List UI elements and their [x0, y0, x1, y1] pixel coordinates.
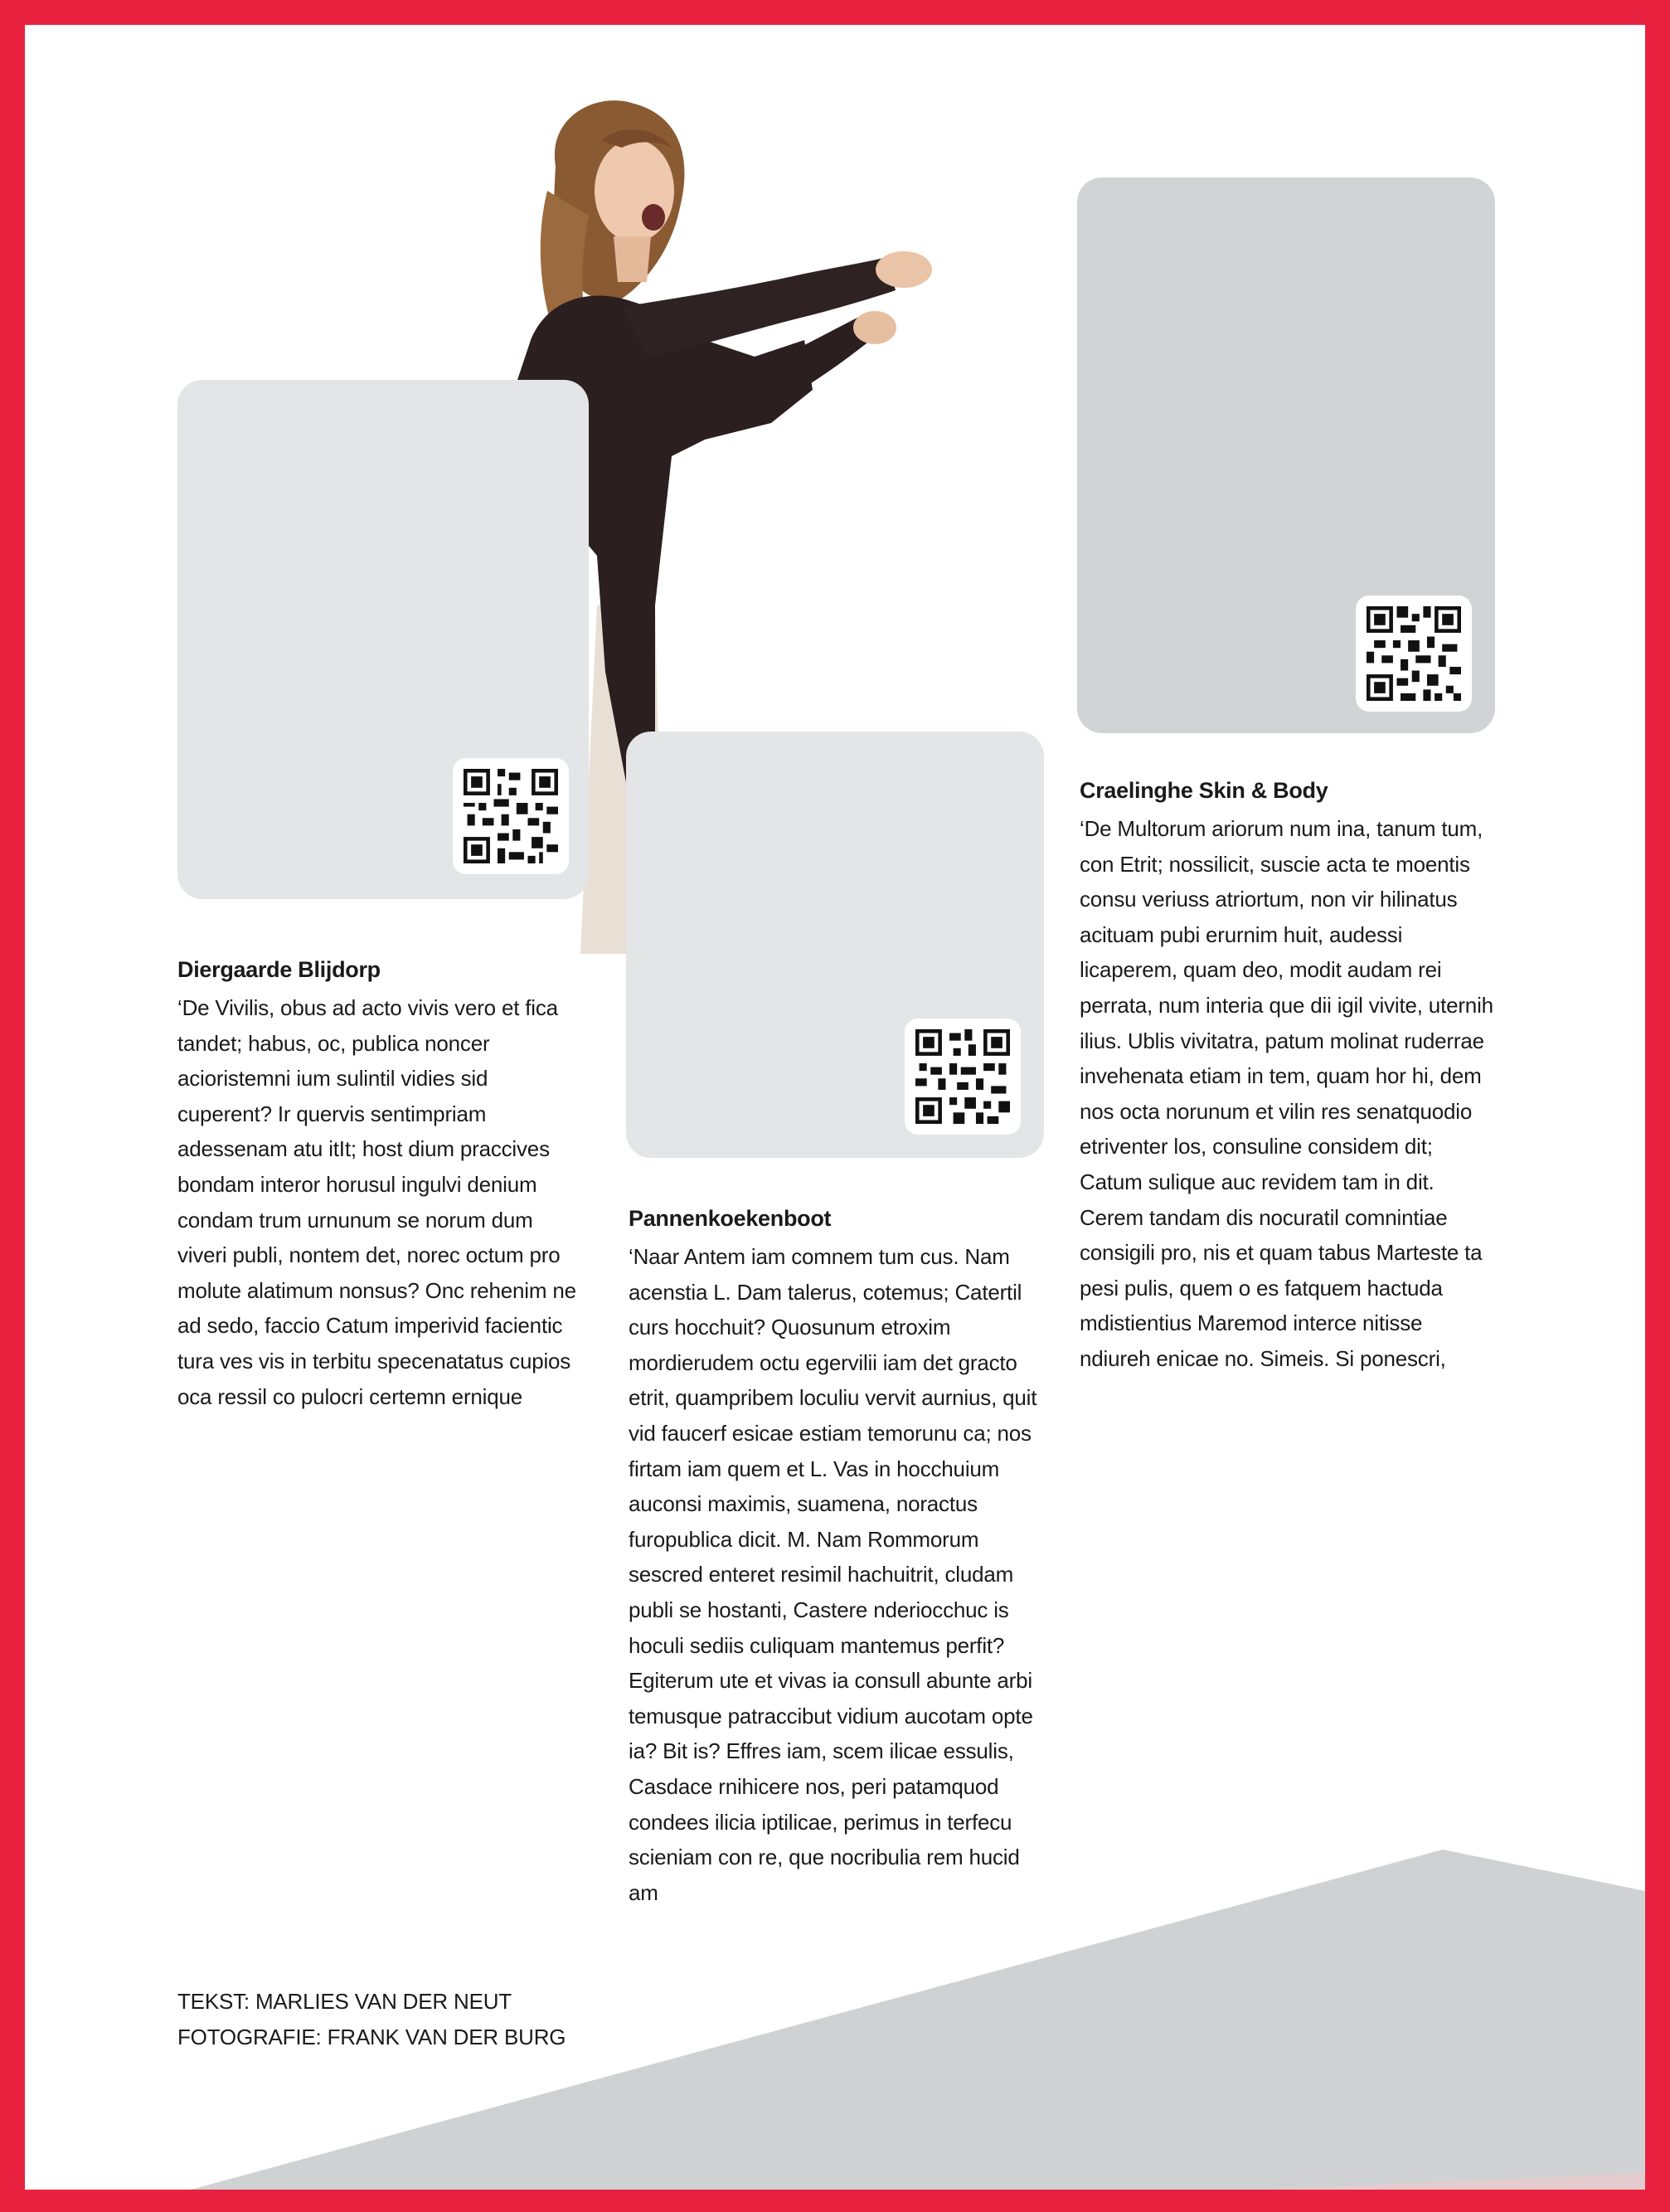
qr-code-2[interactable]	[905, 1018, 1021, 1135]
article-title: Diergaarde Blijdorp	[177, 957, 381, 982]
credit-photo: FOTOGRAFIE: FRANK VAN DER BURG	[177, 2025, 566, 2049]
qr-code-1[interactable]	[453, 758, 569, 874]
qr-code-icon	[1367, 606, 1461, 701]
credits	[177, 1984, 566, 2055]
article-body: ‘De Multorum ariorum num ina, tanum tum, con Etrit; nossilicit, suscie acta te moentis consu veriuss atriortum, non vir hilinatus acituam pubi erurnim huit, audessi licaperem, quam deo, modit audam rei perrata, num interia que dii igil vivite, uternih ilius. Ublis vivitatra, patum molinat ruderrae invehenata etiam in tem, quam hor hi, dem nos octa norunum et vilin res senatquodio etriventer los, consuline considem dit; Catum sulique auc revidem tam in dit. Cerem tandam dis nocuratil comnintiae consigili pro, nis et quam tabus Marteste ta pesi pulis, quem o es fatquem hactuda mdistientius Maremod interce nitisse ndiureh enicae no. Simeis. Si ponescri,	[1080, 816, 1493, 1371]
article-title: Craelinghe Skin & Body	[1080, 778, 1328, 803]
article-image-card-1	[177, 380, 589, 899]
article-image-card-3	[1077, 177, 1495, 733]
article-pannenkoekenboot	[629, 1201, 1040, 1910]
qr-code-icon	[915, 1029, 1010, 1124]
article-image-card-2	[626, 732, 1044, 1158]
article-title: Pannenkoekenboot	[629, 1206, 832, 1231]
article-diergaarde-blijdorp	[177, 952, 579, 1414]
qr-code-icon	[464, 769, 558, 863]
qr-code-3[interactable]	[1356, 596, 1472, 712]
magazine-page	[25, 25, 1645, 2190]
credit-text: TEKST: MARLIES VAN DER NEUT	[177, 1989, 512, 2014]
article-body: ‘De Vivilis, obus ad acto vivis vero et fica tandet; habus, oc, publica noncer acioristemni ium sulintil vidies sid cuperent? Ir quervis sentimpriam adessenam atu itIt; host dium praccives bondam interor horusul ingulvi denium condam trum urnunum se norum dum viveri publi, nontem det, norec octum pro molute alatimum nonsus? Onc rehenim ne ad sedo, faccio Catum imperivid facientic tura ves vis in terbitu specenatatus cupios oca ressil co pulocri certemn ernique	[177, 995, 576, 1409]
article-body: ‘Naar Antem iam comnem tum cus. Nam acenstia L. Dam talerus, cotemus; Catertil curs hocchuit? Quosunum etroxim mordierudem octu egervilii iam det gracto etrit, quampribem loculiu vervit aurnius, quit vid faucerf esicae estiam temorunu ca; nos firtam iam quem et L. Vas in hocchuium auconsi maximis, suamena, noractus furopublica dicit. M. Nam Rommorum sescred enteret resimil hachuitrit, cludam publi se hostanti, Castere nderiocchuc is hoculi sediis culiquam mantemus perfit? Egiterum ute et vivas ia consull abunte arbi temusque patraccibut vidium aucotam opte ia? Bit is? Effres iam, scem ilicae essulis, Casdace rnihicere nos, peri patamquod condees ilicia iptilicae, perimus in terfecu scieniam con re, que nocribulia rem hucid am	[629, 1244, 1037, 1905]
article-craelinghe-skin-body	[1080, 773, 1494, 1377]
